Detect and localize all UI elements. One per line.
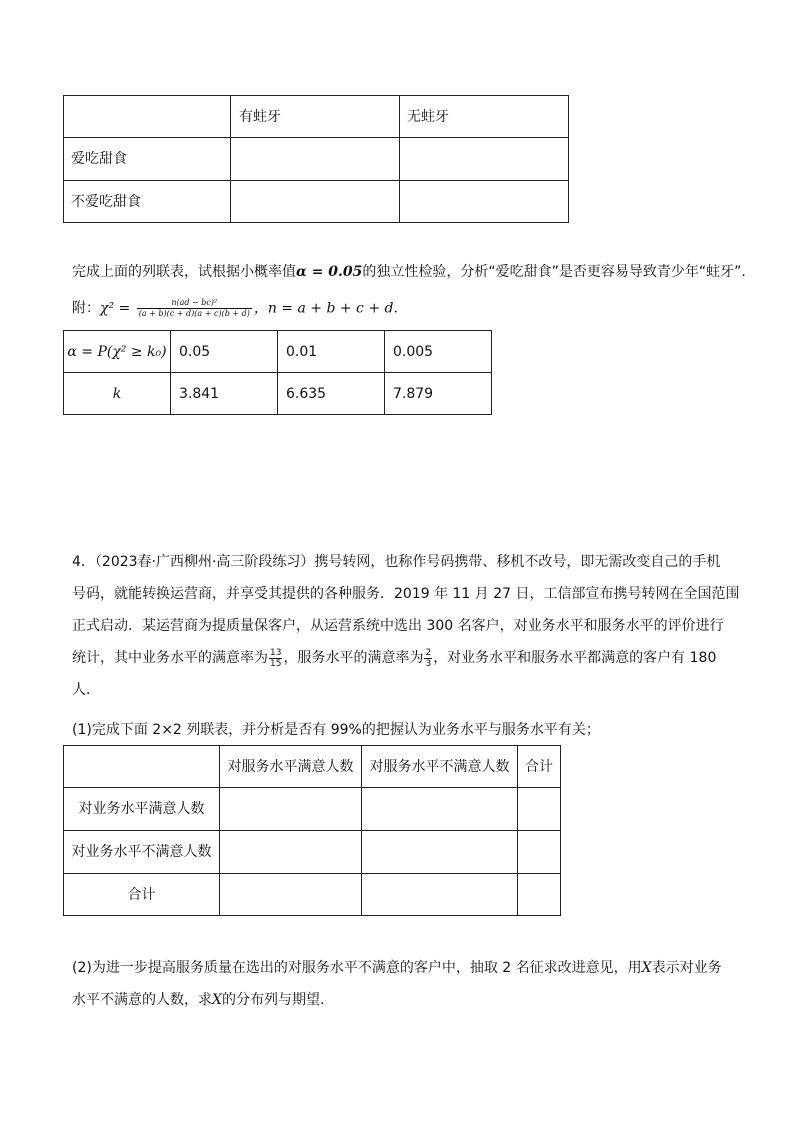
- fraction-service-satisfaction: $\frac{2}{3}$: [425, 647, 432, 669]
- problem-line: 水平不满意的人数，求X的分布列与期望.: [72, 992, 325, 1008]
- table-caries: [63, 95, 569, 223]
- table-cell: [518, 788, 561, 831]
- table-row-label: 对业务水平满意人数: [64, 788, 220, 831]
- table-cell: [64, 746, 220, 788]
- table-cell: [400, 181, 569, 223]
- table-cell: 0.01: [278, 331, 385, 373]
- table-cell: [231, 138, 400, 181]
- table-cell: 7.879: [385, 373, 492, 415]
- problem-line: (2)为进一步提高服务质量在选出的对服务水平不满意的客户中，抽取 2 名征求改进意见，用X表示对业务: [72, 960, 722, 976]
- table-cell: 3.841: [171, 373, 278, 415]
- table-cell: 6.635: [278, 373, 385, 415]
- table-header-cell: 有蛀牙: [231, 96, 400, 138]
- part-1-question: (1)完成下面 2×2 列联表，并分析是否有 99%的把握认为业务水平与服务水平有关；: [72, 722, 600, 738]
- table-header-cell: 对服务水平满意人数: [220, 746, 362, 788]
- fraction-business-satisfaction: $\frac{13}{15}$: [270, 647, 282, 669]
- table-cell: 0.05: [171, 331, 278, 373]
- table-row-label: 对业务水平不满意人数: [64, 831, 220, 874]
- table-cell: [220, 874, 362, 916]
- table-cell: [231, 181, 400, 223]
- table-cell: [362, 788, 518, 831]
- table-contingency-2x2: [63, 745, 561, 916]
- table-cell: [64, 96, 231, 138]
- problem-line: 4．（2023春·广西柳州·高三阶段练习）携号转网，也称作号码携带、移机不改号，即无需改变自己的手机: [72, 554, 721, 570]
- table-cell: [518, 831, 561, 874]
- table-cell: [518, 874, 561, 916]
- table-row-label: 合计: [64, 874, 220, 916]
- table-header-cell: α = P(χ² ≥ k₀): [64, 331, 171, 373]
- table-cell: [362, 874, 518, 916]
- chi-square-formula: 附：χ² = $\frac{\text{n(ad − bc)²}}{(a + b)(c + d)(a + c)(b + d)}$ ，n = a + b + c + d.: [72, 298, 398, 318]
- table-header-cell: 对服务水平不满意人数: [362, 746, 518, 788]
- table-row-label: 爱吃甜食: [64, 138, 231, 181]
- table-cell: 0.005: [385, 331, 492, 373]
- formula-fraction: $\frac{\text{n(ad − bc)²}}{(a + b)(c + d)(a + c)(b + d)}$: [138, 298, 250, 318]
- part-2-question: [72, 952, 722, 1016]
- paragraph-independence-test: 完成上面的列联表，试根据小概率值α = 0.05的独立性检验，分析“爱吃甜食”是否更容易导致青少年“蛀牙”.: [72, 264, 746, 280]
- problem-line: 号码，就能转换运营商，并享受其提供的各种服务．2019 年 11 月 27 日，工信部宣布携号转网在全国范围: [72, 586, 740, 602]
- problem-4: [72, 546, 740, 706]
- table-cell: [400, 138, 569, 181]
- table-cell: [220, 788, 362, 831]
- table-header-cell: 合计: [518, 746, 561, 788]
- table-cell: [220, 831, 362, 874]
- problem-line: 统计，其中业务水平的满意率为 $\frac{13}{15}$ ，服务水平的满意率为 $\frac{2}{3}$ ，对业务水平和服务水平都满意的客户有 180: [72, 647, 717, 669]
- problem-line: 正式启动．某运营商为提质量保客户，从运营系统中选出 300 名客户，对业务水平和服务水平的评价进行: [72, 618, 724, 634]
- table-cell: [362, 831, 518, 874]
- table-critical-values: [63, 330, 492, 415]
- table-header-cell: 无蛀牙: [400, 96, 569, 138]
- table-row-label: 不爱吃甜食: [64, 181, 231, 223]
- table-row-label: k: [64, 373, 171, 415]
- problem-line: 人．: [72, 682, 100, 698]
